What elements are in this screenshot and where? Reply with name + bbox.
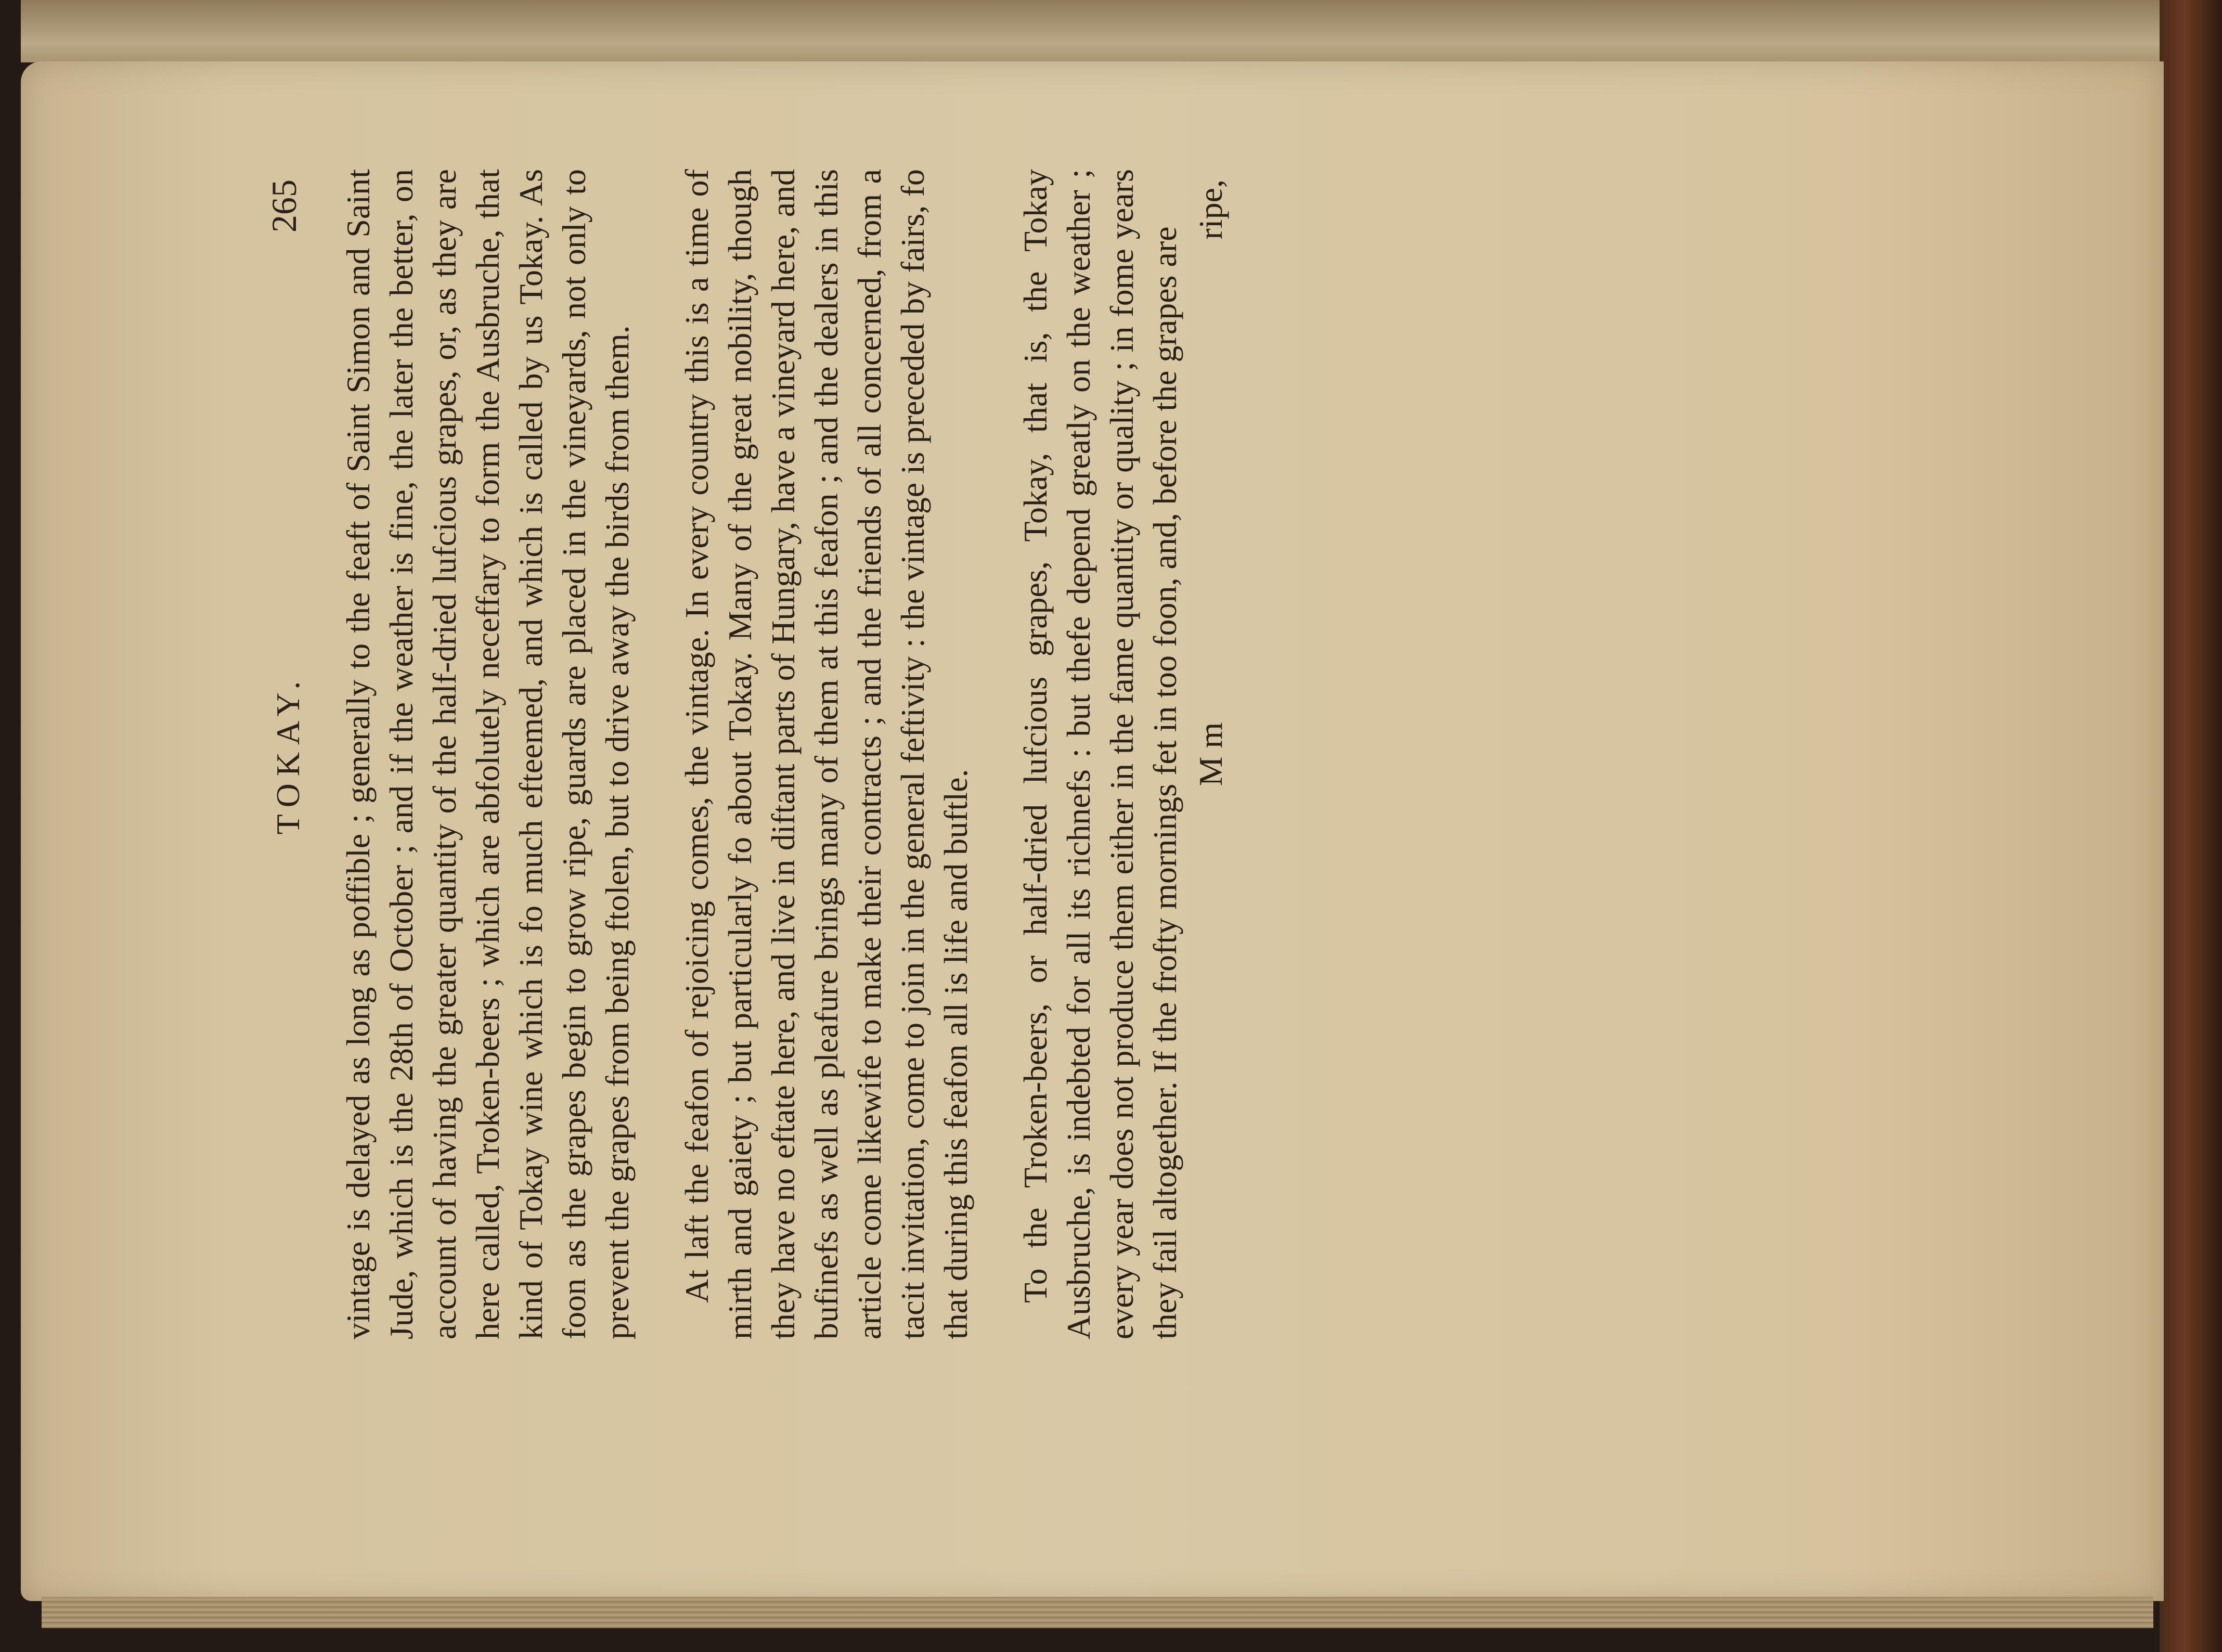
page-text-block — [238, 169, 1954, 1339]
page-footer — [1192, 169, 1244, 1339]
upper-page-edge — [21, 0, 2174, 62]
paragraph-2: At laft the feafon of rejoicing comes, the vintage. In every country this is a time of mirth and gaiety ; but particularly fo about Tokay. Many of the great nobility, though they have no eftate here, and live in diftant parts of Hungary, have a vineyard here, and bufinefs as well as pleafure brings many of them at this feafon ; and the dealers in this article come likewife to make their contracts ; and the friends of all concerned, from a tacit invitation, come to join in the general feftivity : the vintage is preceded by fairs, fo that during this feafon all is life and buftle. — [678, 169, 974, 1339]
running-head — [259, 169, 337, 1339]
catchword: ripe, — [1192, 179, 1229, 240]
running-head-title: TOKAY. — [269, 674, 306, 835]
paragraph-3: To the Troken-beers, or half-dried lufcious grapes, Tokay, that is, the Tokay Ausbruche, is indebted for all its richnefs : but thefe depend greatly on the weather ; every year does not produce them either in the fame quantity or quality ; in fome years they fail altogether. If the frofty mornings fet in too foon, and, before the grapes are — [1017, 169, 1183, 1339]
page-stack-edge — [42, 1597, 2153, 1628]
page-number: 265 — [264, 179, 304, 233]
book-binding — [2160, 0, 2222, 1652]
signature-mark: M m — [1192, 722, 1229, 786]
paragraph-1: vintage is delayed as long as poffible ; generally to the feaft of Saint Simon and Saint Jude, which is the 28th of October ; and if the weather is fine, the later the better, on account of having the greater quantity of the half-dried lufcious grapes, or, as they are here called, Troken-beers ; which are abfolutely neceffary to form the Ausbruche, that kind of Tokay wine which is fo much efteemed, and which is called by us Tokay. As foon as the grapes begin to grow ripe, guards are placed in the vineyards, not only to prevent the grapes from being ftolen, but to drive away the birds from them. — [340, 169, 636, 1339]
